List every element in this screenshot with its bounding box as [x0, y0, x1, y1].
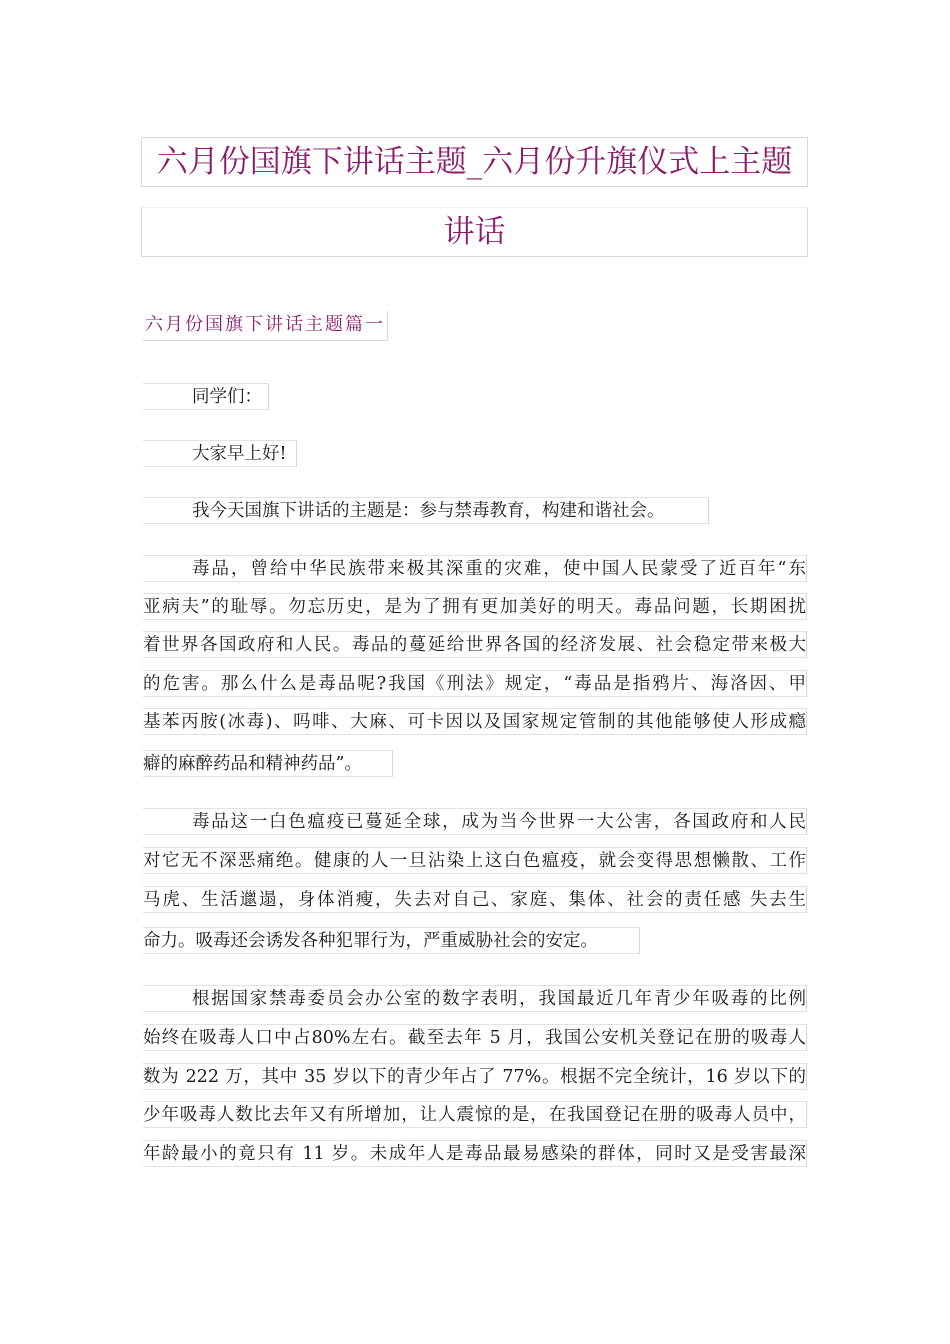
- paragraph-greeting-line: 同学们：: [143, 383, 269, 410]
- paragraph-line: 数为 222 万，其中 35 岁以下的青少年占了 77%。根据不完全统计，16 岁以下的: [143, 1063, 807, 1090]
- paragraph-line: 少年吸毒人数比去年又有所增加，让人震惊的是，在我国登记在册的吸毒人员中，: [143, 1101, 807, 1128]
- paragraph-line: 基苯丙胺(冰毒)、吗啡、大麻、可卡因以及国家规定管制的其他能够使人形成瘾: [143, 708, 807, 735]
- paragraph-line: 根据国家禁毒委员会办公室的数字表明，我国最近几年青少年吸毒的比例: [143, 985, 807, 1012]
- document-title-line-1: 六月份国旗下讲话主题_六月份升旗仪式上主题: [141, 137, 808, 187]
- paragraph-line: 命力。吸毒还会诱发各种犯罪行为，严重威胁社会的安定。: [143, 927, 640, 954]
- document-title-line-2: 讲话: [141, 207, 808, 257]
- paragraph-theme-line: 我今天国旗下讲话的主题是：参与禁毒教育，构建和谐社会。: [143, 497, 709, 524]
- paragraph-line: 始终在吸毒人口中占80%左右。截至去年 5 月，我国公安机关登记在册的吸毒人: [143, 1024, 807, 1051]
- section-heading: 六月份国旗下讲话主题篇一: [143, 311, 388, 341]
- paragraph-morning-line: 大家早上好!: [143, 440, 297, 467]
- paragraph-line: 毒品这一白色瘟疫已蔓延全球，成为当今世界一大公害，各国政府和人民: [143, 808, 807, 835]
- paragraph-line: 癖的麻醉药品和精神药品”。: [143, 750, 393, 777]
- paragraph-line: 年龄最小的竟只有 11 岁。未成年人是毒品最易感染的群体，同时又是受害最深: [143, 1140, 807, 1167]
- paragraph-line: 的危害。那么什么是毒品呢?我国《刑法》规定，“毒品是指鸦片、海洛因、甲: [143, 670, 807, 697]
- paragraph-line: 着世界各国政府和人民。毒品的蔓延给世界各国的经济发展、社会稳定带来极大: [143, 631, 807, 658]
- paragraph-line: 毒品，曾给中华民族带来极其深重的灾难，使中国人民蒙受了近百年“东: [143, 555, 807, 582]
- paragraph-line: 对它无不深恶痛绝。健康的人一旦沾染上这白色瘟疫，就会变得思想懒散、工作: [143, 847, 807, 874]
- paragraph-line: 马虎、生活邋遢，身体消瘦，失去对自己、家庭、集体、社会的责任感 失去生: [143, 886, 807, 913]
- paragraph-line: 亚病夫”的耻辱。勿忘历史，是为了拥有更加美好的明天。毒品问题，长期困扰: [143, 593, 807, 620]
